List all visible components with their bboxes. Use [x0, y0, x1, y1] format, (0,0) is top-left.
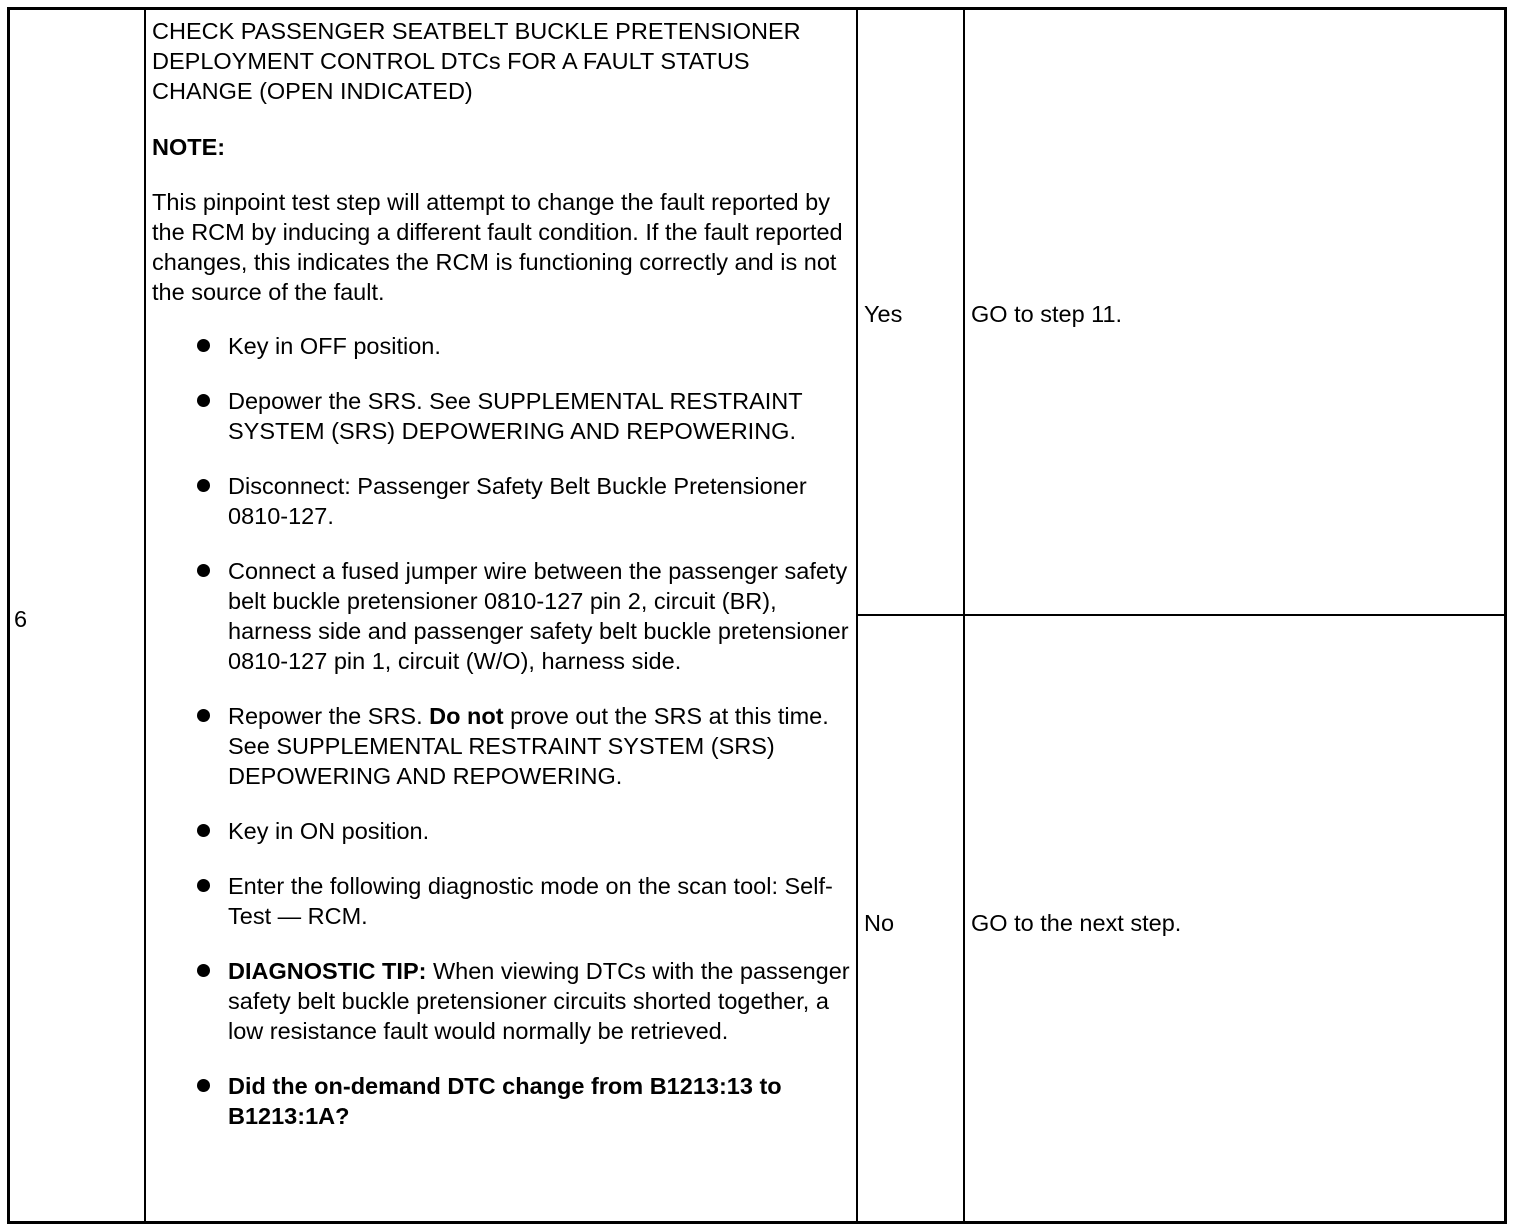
- list-item: DIAGNOSTIC TIP: When viewing DTCs with the passenger safety belt buckle pretensioner circuits shorted together, a low resistance fault would normally be retrieved.: [193, 956, 853, 1046]
- step-number: 6: [14, 606, 28, 632]
- list-item: Depower the SRS. See SUPPLEMENTAL RESTRAINT SYSTEM (SRS) DEPOWERING AND REPOWERING.: [193, 386, 853, 446]
- bullet-icon: [197, 564, 210, 577]
- list-item: Repower the SRS. Do not prove out the SRS at this time. See SUPPLEMENTAL RESTRAINT SYSTEM (SRS) DEPOWERING AND REPOWERING.: [193, 701, 853, 791]
- procedure-list: [193, 331, 853, 1156]
- step-title: CHECK PASSENGER SEATBELT BUCKLE PRETENSIONER DEPLOYMENT CONTROL DTCs FOR A FAULT STATUS CHANGE (OPEN INDICATED): [152, 18, 801, 104]
- column-divider: [963, 10, 965, 1221]
- bullet-icon: [197, 824, 210, 837]
- answer-no: No: [864, 910, 895, 936]
- bullet-icon: [197, 1079, 210, 1092]
- bullet-icon: [197, 339, 210, 352]
- bullet-icon: [197, 709, 210, 722]
- column-divider: [856, 10, 858, 1221]
- row-divider: [857, 614, 1504, 616]
- bullet-icon: [197, 394, 210, 407]
- note-text: This pinpoint test step will attempt to change the fault reported by the RCM by inducing a different fault condition. If the fault reported changes, this indicates the RCM is functioning correctly and is not the source of the fault.: [152, 189, 843, 305]
- list-item: Connect a fused jumper wire between the passenger safety belt buckle pretensioner 0810-127 pin 2, circuit (BR), harness side and passenger safety belt buckle pretensioner 0810-127 pin 1, circuit (W/O), harness side.: [193, 556, 853, 676]
- list-item: Enter the following diagnostic mode on the scan tool: Self-Test — RCM.: [193, 871, 853, 931]
- answer-yes: Yes: [864, 301, 903, 327]
- note-label: NOTE:: [152, 134, 226, 160]
- bullet-icon: [197, 964, 210, 977]
- action-yes: GO to step 11.: [971, 301, 1123, 327]
- bullet-icon: [197, 479, 210, 492]
- list-item: Key in ON position.: [193, 816, 853, 846]
- list-item: Key in OFF position.: [193, 331, 853, 361]
- list-item: Did the on-demand DTC change from B1213:13 to B1213:1A?: [193, 1071, 853, 1131]
- column-divider: [144, 10, 146, 1221]
- action-no: GO to the next step.: [971, 910, 1182, 936]
- bullet-icon: [197, 879, 210, 892]
- diagnostic-step-table: [7, 7, 1507, 1224]
- list-item: Disconnect: Passenger Safety Belt Buckle Pretensioner 0810-127.: [193, 471, 853, 531]
